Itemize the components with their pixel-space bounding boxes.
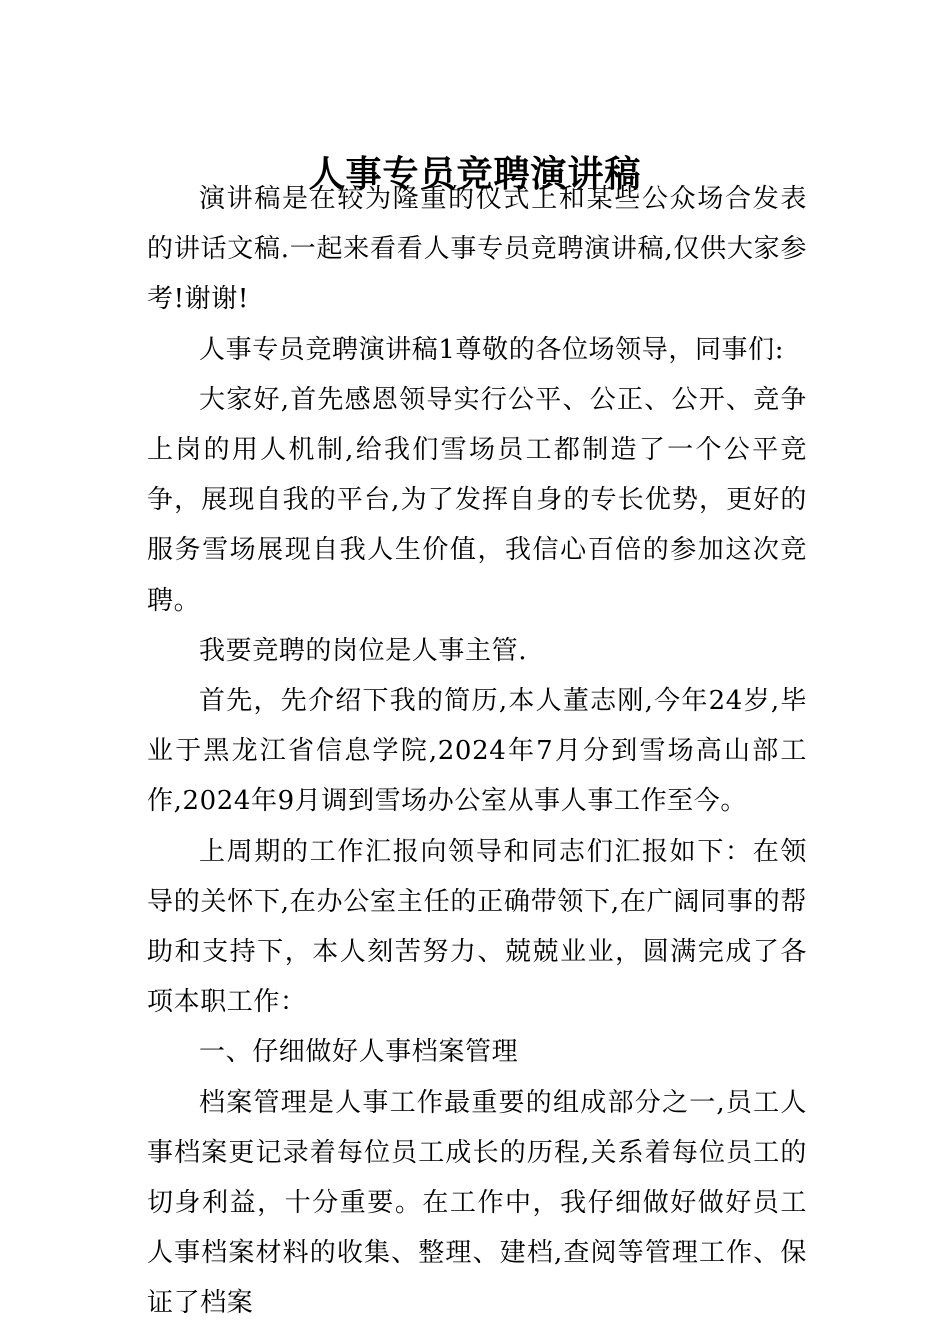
paragraph-salutation: 人事专员竞聘演讲稿1尊敬的各位场领导，同事们: — [199, 334, 785, 365]
paragraph-resume: 首先，先介绍下我的简历,本人董志刚,今年24岁,毕业于黑龙江省信息学院,2024年7月分到雪场高山部工作,2024年9月调到雪场办公室从事人事工作至今。 — [147, 686, 807, 817]
paragraph-intro: 演讲稿是在较为隆重的仪式上和某些公众场合发表的讲话文稿.一起来看看人事专员竞聘演讲稿,仅供大家参考!谢谢! — [147, 184, 807, 315]
section-heading-archives: 一、仔细做好人事档案管理 — [199, 1037, 519, 1068]
document-title: 人事专员竞聘演讲稿 — [308, 153, 642, 196]
paragraph-work-report: 上周期的工作汇报向领导和同志们汇报如下：在领导的关怀下,在办公室主任的正确带领下,在广阔同事的帮助和支持下，本人刻苦努力、兢兢业业，圆满完成了各项本职工作： — [147, 836, 807, 1018]
paragraph-position: 我要竞聘的岗位是人事主管. — [199, 635, 528, 666]
document-body — [147, 174, 807, 1329]
paragraph-archives: 档案管理是人事工作最重要的组成部分之一,员工人事档案更记录着每位员工成长的历程,关系着每位员工的切身利益，十分重要。在工作中，我仔细做好做好员工人事档案材料的收集、整理、建档,查阅等管理工作、保证了档案 — [147, 1087, 807, 1319]
paragraph-greeting: 大家好,首先感恩领导实行公平、公正、公开、竞争上岗的用人机制,给我们雪场员工都制造了一个公平竞争，展现自我的平台,为了发挥自身的专长优势，更好的服务雪场展现自我人生价值，我信心百倍的参加这次竞聘。 — [147, 384, 807, 616]
